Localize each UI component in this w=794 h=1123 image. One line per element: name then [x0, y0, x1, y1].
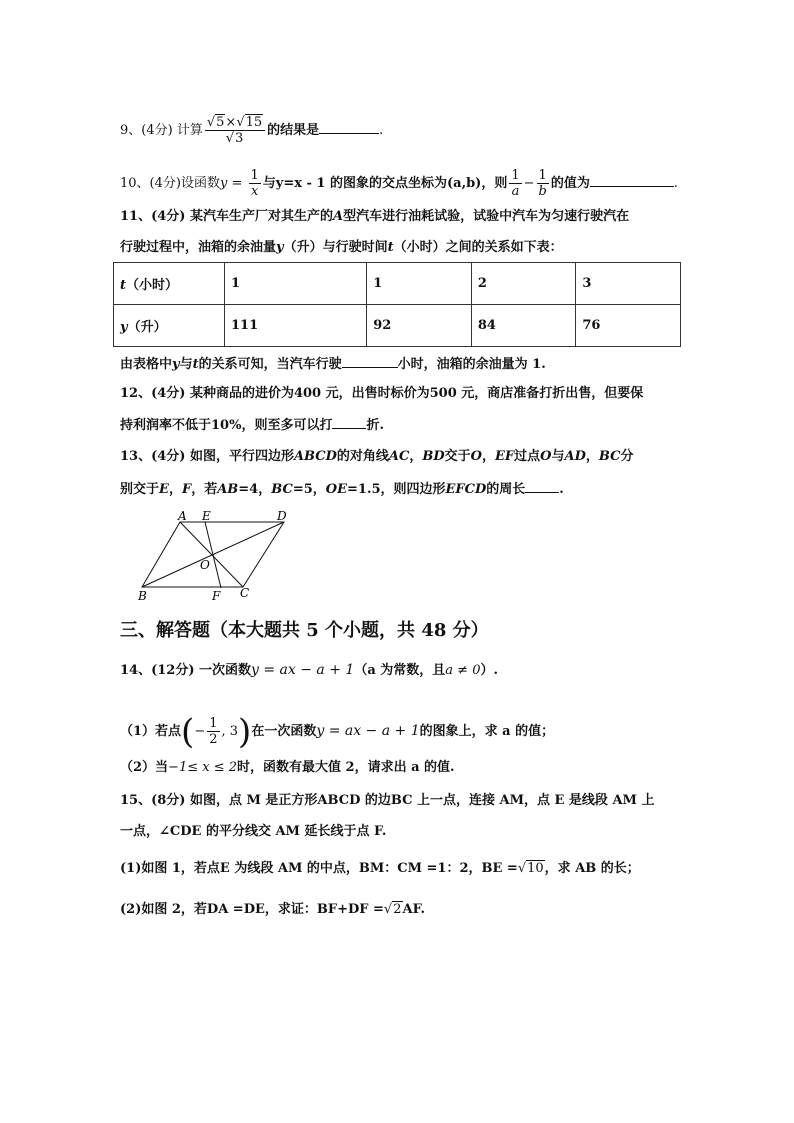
q9-suffix: 的结果是: [267, 123, 320, 138]
table-row: [114, 305, 681, 347]
question-9: 9、(4分) 计算 $\frac{√5\times√15}{√3}$ 的结果是 .: [120, 115, 384, 146]
question-14-part-2: （2）当−1≤ x ≤ 2时，函数有最大值 2，请求出 a 的值.: [120, 760, 455, 775]
question-15-part-2: (2)如图 2，若DA =DE，求证：BF+DF =√2AF.: [120, 900, 425, 920]
q10-answer-blank[interactable]: [590, 172, 674, 187]
question-12-line-1: 12、(4分) 某种商品的进价为400 元，出售时标价为500 元，商店准备打折出售，但要保: [120, 386, 644, 401]
table-cell: 92: [367, 305, 472, 347]
segment-ef: [205, 522, 221, 588]
q10-prefix: 10、(4分)设函数: [120, 176, 220, 191]
question-10: 10、(4分)设函数y = $\frac{1}{x}$ 与y=x - 1 的图象的交点坐标为(a,b)，则 $\frac{1}{a}$ − $\frac{1}{b}$ 的值为 .: [120, 168, 679, 199]
label-e: E: [202, 509, 211, 523]
table-cell: 76: [576, 305, 681, 347]
sqrt-3: √3: [225, 131, 244, 146]
q12-answer-blank[interactable]: [332, 414, 366, 429]
q13-answer-blank[interactable]: [525, 478, 559, 493]
label-a: A: [178, 509, 187, 523]
label-f: F: [212, 589, 221, 603]
q9-fraction: $\frac{√5\times√15}{√3}$: [205, 115, 265, 146]
question-15-part-1: (1)如图 1，若点E 为线段 AM 的中点，BM：CM =1：2，BE =√10，求 AB 的长；: [120, 859, 640, 879]
question-11-line-1: 11、(4分) 某汽车生产厂对其生产的A型汽车进行油耗试验，试验中汽车为匀速行驶汽在: [120, 209, 630, 224]
table-cell: 1: [367, 263, 472, 305]
table-cell: 84: [471, 305, 576, 347]
sqrt-15: √15: [236, 115, 263, 130]
parallelogram-figure: [132, 508, 292, 604]
point-fraction: $\frac{1}{2}$: [209, 716, 218, 747]
label-o: O: [200, 558, 210, 572]
question-14-part-1: （1）若点(− $\frac{1}{2}$ , 3)在一次函数y = ax − a + 1的图象上，求 a 的值；: [120, 711, 555, 752]
sqrt-2: √2: [383, 902, 402, 917]
question-15-line-2: 一点，∠CDE 的平分线交 AM 延长线于点 F.: [120, 824, 387, 839]
table-cell: 2: [471, 263, 576, 305]
table-cell: 1: [225, 263, 367, 305]
q10-fraction-1-over-a: $\frac{1}{a}$: [511, 168, 520, 199]
q10-suffix: 的值为: [550, 176, 590, 191]
fuel-table: [113, 262, 681, 347]
label-d: D: [277, 509, 287, 523]
q10-fraction-1-over-b: $\frac{1}{b}$: [538, 168, 547, 199]
q9-answer-blank[interactable]: [319, 119, 379, 134]
table-cell: 3: [576, 263, 681, 305]
question-14-intro: 14、(12分) 一次函数y = ax − a + 1（a 为常数，且a ≠ 0）.: [120, 662, 498, 678]
q9-prefix: 9、(4分) 计算: [120, 123, 203, 138]
question-11-line-2: 行驶过程中，油箱的余油量y（升）与行驶时间t（小时）之间的关系如下表：: [120, 240, 563, 255]
section-3-heading: 三、解答题（本大题共 5 个小题，共 48 分）: [120, 620, 489, 641]
table-cell: 111: [225, 305, 367, 347]
sqrt-5: √5: [206, 115, 225, 130]
question-11-after-table: 由表格中y与t的关系可知，当汽车行驶 小时，油箱的余油量为 1.: [120, 353, 546, 375]
label-c: C: [240, 586, 250, 600]
q11-answer-blank[interactable]: [342, 353, 398, 368]
question-13-line-1: 13、(4分) 如图，平行四边形ABCD的对角线AC，BD交于O，EF过点O与AD，BC分: [120, 449, 634, 464]
label-b: B: [138, 589, 147, 603]
question-15-line-1: 15、(8分) 如图，点 M 是正方形ABCD 的边BC 上一点，连接 AM，点 E 是线段 AM 上: [120, 793, 655, 808]
table-header-cell: y（升）: [114, 305, 225, 347]
table-row: [114, 263, 681, 305]
sqrt-10: √10: [517, 861, 544, 876]
table-header-cell: t（小时）: [114, 263, 225, 305]
question-13-line-2: 别交于E，F，若AB=4，BC=5，OE=1.5，则四边形EFCD的周长 .: [120, 478, 564, 500]
q10-mid: 与y=x - 1 的图象的交点坐标为(a,b)，则: [262, 176, 508, 191]
diagonal-ac: [180, 522, 243, 587]
q10-fraction-1-over-x: $\frac{1}{x}$: [250, 168, 259, 199]
question-12-line-2: 持利润率不低于10%，则至多可以打 折.: [120, 414, 384, 436]
